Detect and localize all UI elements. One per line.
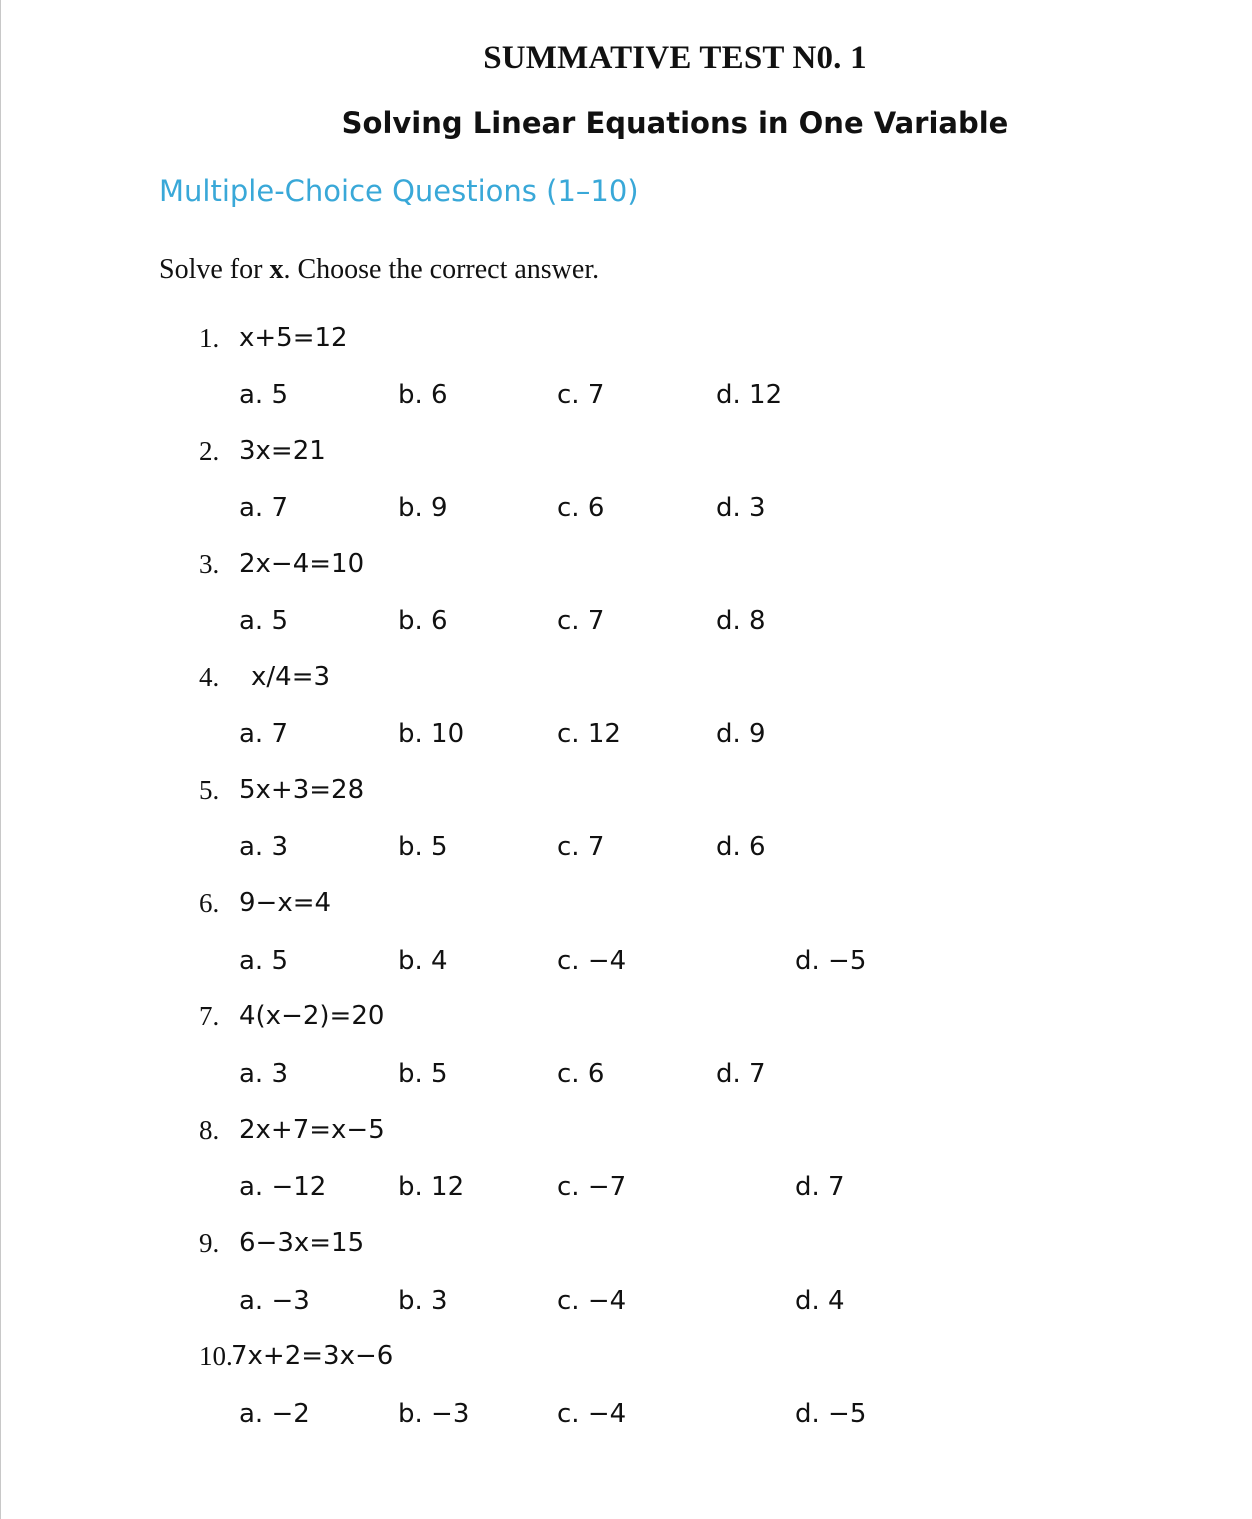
answer-option-d: d. 8 <box>716 606 766 636</box>
answer-option-b: b. 5 <box>398 1059 448 1089</box>
page-subtitle: Solving Linear Equations in One Variable <box>341 106 1009 140</box>
question-equation: 2x−4=10 <box>239 549 365 579</box>
answer-option-d: d. 3 <box>716 493 766 523</box>
answer-option-c: c. 12 <box>557 719 621 749</box>
question-equation: x+5=12 <box>239 323 348 353</box>
answer-option-c: c. 7 <box>557 832 605 862</box>
question-number: 9. <box>199 1228 220 1258</box>
answer-option-c: c. 6 <box>557 493 605 523</box>
section-heading: Multiple-Choice Questions (1–10) <box>159 174 639 208</box>
question-number: 2. <box>199 436 220 466</box>
answer-option-b: b. −3 <box>398 1399 470 1429</box>
answer-option-c: c. −4 <box>557 1399 627 1429</box>
answer-option-b: b. 5 <box>398 832 448 862</box>
question-number: 10. <box>199 1341 233 1371</box>
answer-option-a: a. −3 <box>239 1286 310 1316</box>
answer-option-c: c. 7 <box>557 606 605 636</box>
question-equation: 2x+7=x−5 <box>239 1115 385 1145</box>
question-number: 5. <box>199 775 220 805</box>
answer-option-a: a. 7 <box>239 719 289 749</box>
answer-option-a: a. 3 <box>239 1059 289 1089</box>
answer-option-a: a. −12 <box>239 1172 327 1202</box>
page-title: SUMMATIVE TEST N0. 1 <box>483 40 867 76</box>
question-equation: 7x+2=3x−6 <box>231 1341 394 1371</box>
answer-option-b: b. 3 <box>398 1286 448 1316</box>
answer-option-d: d. 7 <box>716 1059 766 1089</box>
answer-option-d: d. −5 <box>795 1399 867 1429</box>
answer-option-c: c. −7 <box>557 1172 627 1202</box>
question-equation: x/4=3 <box>251 662 331 692</box>
instruction-variable: x <box>269 254 284 285</box>
answer-option-c: c. 6 <box>557 1059 605 1089</box>
answer-option-d: d. 7 <box>795 1172 845 1202</box>
instruction-before: Solve for <box>159 254 270 285</box>
question-number: 4. <box>199 662 220 692</box>
answer-option-d: d. 12 <box>716 380 783 410</box>
question-equation: 4(x−2)=20 <box>239 1001 385 1031</box>
answer-option-c: c. −4 <box>557 946 627 976</box>
answer-option-c: c. 7 <box>557 380 605 410</box>
answer-option-d: d. 6 <box>716 832 766 862</box>
answer-option-b: b. 6 <box>398 606 448 636</box>
answer-option-a: a. 7 <box>239 493 289 523</box>
answer-option-a: a. 5 <box>239 946 289 976</box>
answer-option-b: b. 6 <box>398 380 448 410</box>
question-equation: 3x=21 <box>239 436 326 466</box>
question-equation: 5x+3=28 <box>239 775 365 805</box>
question-number: 8. <box>199 1115 220 1145</box>
answer-option-d: d. 4 <box>795 1286 845 1316</box>
answer-option-a: a. 5 <box>239 380 289 410</box>
answer-option-a: a. 3 <box>239 832 289 862</box>
answer-option-c: c. −4 <box>557 1286 627 1316</box>
question-equation: 9−x=4 <box>239 888 332 918</box>
instruction-after: . Choose the correct answer. <box>283 254 600 285</box>
answer-option-a: a. −2 <box>239 1399 310 1429</box>
question-number: 1. <box>199 323 220 353</box>
answer-option-b: b. 10 <box>398 719 465 749</box>
question-number: 3. <box>199 549 220 579</box>
answer-option-d: d. 9 <box>716 719 766 749</box>
answer-option-b: b. 4 <box>398 946 448 976</box>
question-number: 7. <box>199 1001 220 1031</box>
answer-option-b: b. 12 <box>398 1172 465 1202</box>
answer-option-d: d. −5 <box>795 946 867 976</box>
question-number: 6. <box>199 888 220 918</box>
question-equation: 6−3x=15 <box>239 1228 365 1258</box>
answer-option-a: a. 5 <box>239 606 289 636</box>
answer-option-b: b. 9 <box>398 493 448 523</box>
